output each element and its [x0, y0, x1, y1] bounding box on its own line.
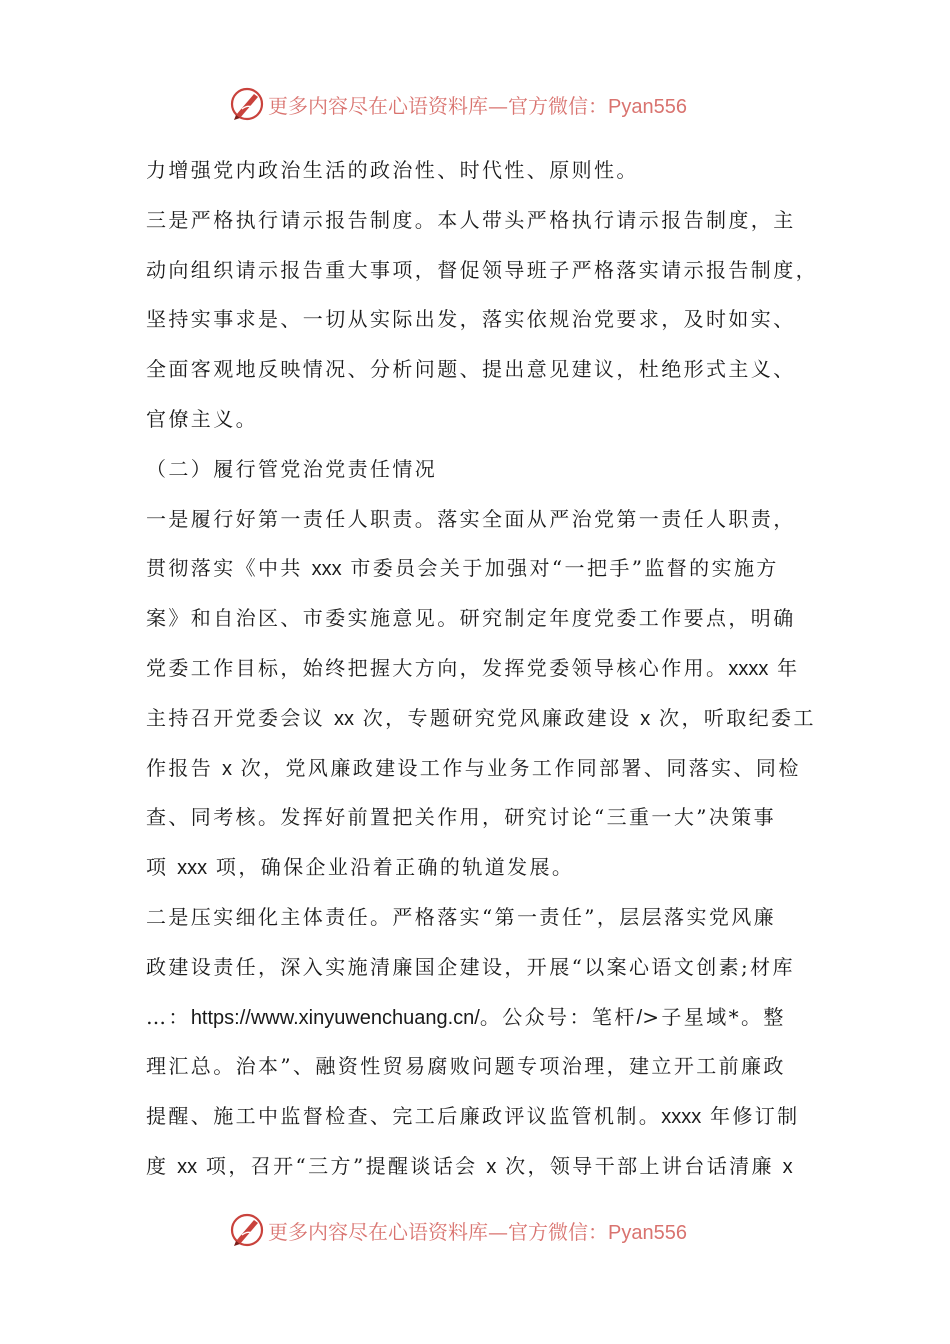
- text-line: 主持召开党委会议 xx 次，专题研究党风廉政建设 x 次，听取纪委工: [146, 705, 816, 730]
- text-line: …：https://www.xinyuwenchuang.cn/。公众号：笔杆/>子星域*。整: [146, 1004, 786, 1029]
- banner-dash: —: [488, 1219, 508, 1244]
- text-line: 项 xxx 项，确保企业沿着正确的轨道发展。: [146, 855, 575, 880]
- text-line: 坚持实事求是、一切从实际出发，落实依规治党要求，及时如实、: [146, 307, 796, 332]
- banner-dash: —: [488, 93, 508, 118]
- header-banner: [228, 84, 728, 124]
- text-line: 理汇总。治本”、融资性贸易腐败问题专项治理，建立开工前廉政: [146, 1054, 786, 1079]
- text-line: 力增强党内政治生活的政治性、时代性、原则性。: [146, 158, 639, 182]
- banner-label: 官方微信：: [508, 93, 608, 118]
- banner-main: 更多内容尽在心语资料库: [268, 93, 488, 118]
- text-line: 一是履行好第一责任人职责。落实全面从严治党第一责任人职责，: [146, 506, 796, 531]
- text-line: 动向组织请示报告重大事项，督促领导班子严格落实请示报告制度，: [146, 257, 818, 282]
- footer-banner: [228, 1210, 728, 1250]
- text-line: 全面客观地反映情况、分析问题、提出意见建议，杜绝形式主义、: [146, 357, 796, 382]
- text-line: 案》和自治区、市委实施意见。研究制定年度党委工作要点，明确: [146, 606, 796, 631]
- text-line: 政建设责任，深入实施清廉国企建设，开展“以案心语文创素;材库: [146, 954, 795, 979]
- text-line: 三是严格执行请示报告制度。本人带头严格执行请示报告制度，主: [146, 207, 796, 232]
- text-line: 查、同考核。发挥好前置把关作用，研究讨论“三重一大”决策事: [146, 805, 777, 830]
- document-body: [146, 146, 826, 1192]
- pen-logo-icon: [228, 1211, 266, 1249]
- banner-wechat-id: Pyan556: [608, 1221, 687, 1244]
- text-line: （二）履行管党治党责任情况: [146, 456, 438, 481]
- text-line: 度 xx 项，召开“三方”提醒谈话会 x 次，领导干部上讲台话清廉 x: [146, 1153, 793, 1178]
- text-line: 作报告 x 次，党风廉政建设工作与业务工作同部署、同落实、同检: [146, 755, 801, 780]
- banner-text: [268, 90, 687, 119]
- banner-wechat-id: Pyan556: [608, 95, 687, 118]
- pen-logo-icon: [228, 85, 266, 123]
- banner-main: 更多内容尽在心语资料库: [268, 1219, 488, 1244]
- text-line: 贯彻落实《中共 xxx 市委员会关于加强对“一把手”监督的实施方: [146, 556, 779, 581]
- text-line: 提醒、施工中监督检查、完工后廉政评议监管机制。xxxx 年修订制: [146, 1104, 800, 1129]
- text-line: 二是压实细化主体责任。严格落实“第一责任”，层层落实党风廉: [146, 904, 777, 929]
- banner-text: [268, 1216, 687, 1245]
- banner-label: 官方微信：: [508, 1219, 608, 1244]
- text-line: 官僚主义。: [146, 406, 258, 431]
- text-line: 党委工作目标，始终把握大方向，发挥党委领导核心作用。xxxx 年: [146, 655, 800, 680]
